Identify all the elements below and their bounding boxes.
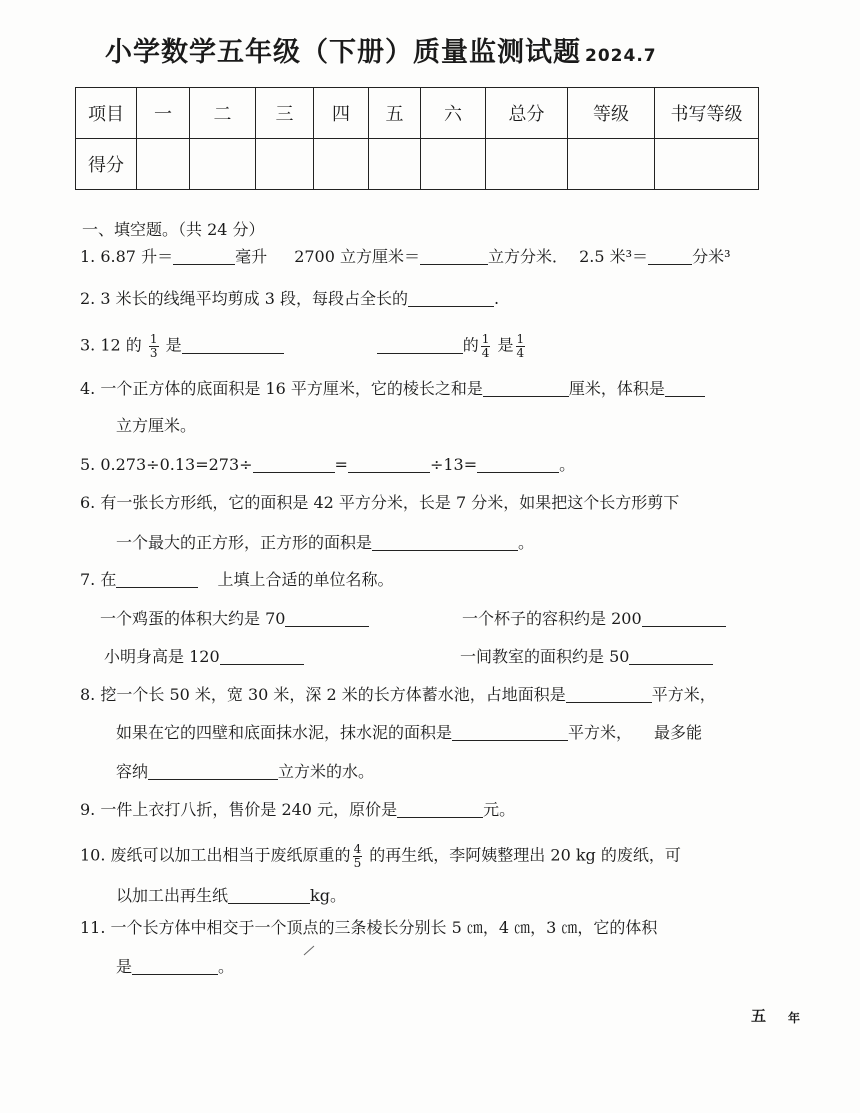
- question-text: 一个最大的正方形，正方形的面积是: [116, 533, 373, 552]
- question-text: 。: [218, 957, 235, 976]
- question-text: 上填上合适的单位名称。: [217, 570, 394, 589]
- score-input-cell[interactable]: [314, 139, 369, 190]
- question-10-continued: [116, 887, 346, 904]
- answer-blank[interactable]: [477, 456, 559, 473]
- answer-blank[interactable]: [566, 686, 652, 703]
- answer-blank[interactable]: [408, 290, 494, 307]
- question-text: =: [334, 455, 348, 474]
- question-7-item-4: [460, 648, 713, 665]
- question-number: 4.: [80, 379, 96, 398]
- score-cell: 一: [137, 88, 190, 139]
- question-text: 毫升: [235, 247, 268, 266]
- answer-blank[interactable]: [665, 380, 705, 397]
- question-4: [80, 380, 705, 397]
- question-11-continued: [116, 958, 234, 975]
- question-7-item-1: [100, 610, 369, 627]
- question-text: 是: [497, 335, 514, 355]
- question-text: 0.273÷0.13=273÷: [100, 455, 253, 474]
- question-text: 小明身高是 120: [104, 647, 220, 666]
- question-1: [80, 248, 730, 265]
- fraction-numerator: 1: [149, 332, 158, 346]
- fraction-numerator: 4: [353, 842, 362, 856]
- answer-blank[interactable]: [452, 724, 568, 741]
- question-number: 6.: [80, 493, 96, 512]
- question-5: [80, 456, 575, 473]
- question-2: [80, 290, 499, 307]
- score-cell: 二: [190, 88, 256, 139]
- answer-blank[interactable]: [220, 648, 304, 665]
- question-number: 3.: [80, 335, 96, 355]
- question-8-continued-2: [116, 763, 374, 780]
- question-text: 一件上衣打八折，售价是 240 元，原价是: [100, 800, 398, 819]
- question-text: 的: [462, 335, 479, 355]
- question-3: [80, 333, 527, 359]
- question-text: 厘米，体积是: [568, 379, 665, 398]
- answer-blank[interactable]: [648, 248, 692, 265]
- answer-blank[interactable]: [132, 958, 218, 975]
- score-input-cell[interactable]: [421, 139, 486, 190]
- question-number: 7.: [80, 570, 96, 589]
- question-6-continued: [116, 534, 534, 551]
- score-input-cell[interactable]: [137, 139, 190, 190]
- fraction: [149, 333, 159, 359]
- answer-blank: [116, 571, 198, 588]
- answer-blank[interactable]: [483, 380, 569, 397]
- question-text: 是: [165, 335, 182, 355]
- question-11: [80, 920, 657, 936]
- answer-blank[interactable]: [420, 248, 488, 265]
- question-text: 容纳: [116, 762, 149, 781]
- score-cell: 五: [369, 88, 421, 139]
- question-text: 在: [100, 570, 117, 589]
- answer-blank[interactable]: [348, 456, 430, 473]
- footer-year: 年: [788, 1011, 801, 1025]
- fraction-denominator: 4: [481, 345, 490, 360]
- score-input-cell[interactable]: [256, 139, 314, 190]
- answer-blank[interactable]: [397, 801, 483, 818]
- question-7: [80, 571, 393, 588]
- question-text: 3 米长的线绳平均剪成 3 段，每段占全长的: [100, 289, 408, 308]
- fraction: [481, 333, 491, 359]
- fraction: [516, 333, 526, 359]
- answer-blank[interactable]: [182, 337, 284, 354]
- question-number: 1.: [80, 247, 96, 266]
- question-4-continued: 立方厘米。: [116, 416, 197, 435]
- question-text: 有一张长方形纸，它的面积是 42 平方分米，长是 7 分米，如果把这个长方形剪下: [100, 493, 680, 512]
- question-6: [80, 495, 679, 511]
- score-cell: 三: [256, 88, 314, 139]
- question-7-item-3: [104, 648, 304, 665]
- fraction-denominator: 5: [353, 855, 362, 870]
- question-text: 以加工出再生纸: [116, 886, 229, 905]
- answer-blank[interactable]: [173, 248, 235, 265]
- title-text: 小学数学五年级（下册）质量监测试题: [105, 37, 581, 68]
- question-number: 11.: [80, 918, 106, 937]
- question-text: 元。: [483, 800, 516, 819]
- question-text: 。: [518, 533, 535, 552]
- question-number: 8.: [80, 685, 96, 704]
- fraction-denominator: 4: [516, 345, 525, 360]
- question-10: [80, 843, 681, 869]
- score-table-score-row: [76, 139, 759, 190]
- question-text: 2.5 米³＝: [579, 247, 649, 266]
- question-text: 废纸可以加工出相当于废纸原重的: [110, 845, 351, 865]
- question-text: 如果在它的四壁和底面抹水泥，抹水泥的面积是: [116, 723, 453, 742]
- exam-date: 2024.7: [585, 46, 657, 66]
- question-number: 10.: [80, 845, 106, 865]
- question-text: 最多能: [654, 723, 703, 742]
- score-cell: 书写等级: [655, 88, 759, 139]
- question-text: 一个鸡蛋的体积大约是 70: [100, 609, 286, 628]
- question-text: 一个长方体中相交于一个顶点的三条棱长分别长 5 ㎝，4 ㎝，3 ㎝，它的体积: [110, 918, 658, 937]
- score-table-header-row: [76, 88, 759, 139]
- question-text: kg。: [310, 886, 346, 905]
- question-text: 2700 立方厘米＝: [294, 247, 420, 266]
- question-number: 2.: [80, 289, 96, 308]
- answer-blank[interactable]: [285, 610, 369, 627]
- fraction: [353, 843, 363, 869]
- question-text: 挖一个长 50 米，宽 30 米，深 2 米的长方体蓄水池，占地面积是: [100, 685, 566, 704]
- question-text: 立方分米．: [488, 247, 569, 266]
- question-9: [80, 801, 515, 818]
- score-table: [75, 87, 759, 190]
- question-text: .: [493, 289, 500, 308]
- section-title: 一、填空题。（共 24 分）: [82, 220, 265, 239]
- question-8-continued: [116, 724, 702, 741]
- score-cell: 六: [421, 88, 486, 139]
- score-cell: 总分: [486, 88, 568, 139]
- score-cell: 等级: [568, 88, 655, 139]
- fraction-numerator: 1: [516, 332, 525, 346]
- question-text: 立方米的水。: [278, 762, 375, 781]
- answer-blank[interactable]: [253, 456, 335, 473]
- answer-blank[interactable]: [629, 648, 713, 665]
- score-input-cell[interactable]: [568, 139, 655, 190]
- score-input-cell[interactable]: [486, 139, 568, 190]
- answer-blank[interactable]: [377, 337, 463, 354]
- pen-stroke-mark: [302, 944, 316, 956]
- question-7-item-2: [462, 610, 726, 627]
- question-text: 。: [559, 455, 576, 474]
- question-text: 分米³: [692, 247, 731, 266]
- question-text: 一间教室的面积约是 50: [460, 647, 630, 666]
- question-text: 平方米，: [651, 685, 716, 704]
- question-8: [80, 686, 716, 703]
- footer-grade: 五: [751, 1007, 767, 1025]
- question-text: 平方米，: [568, 723, 633, 742]
- fraction-numerator: 1: [481, 332, 490, 346]
- answer-blank[interactable]: [228, 887, 310, 904]
- score-input-cell[interactable]: [190, 139, 256, 190]
- question-text: 一个杯子的容积约是 200: [462, 609, 642, 628]
- page-title: [105, 30, 657, 69]
- question-text: 一个正方体的底面积是 16 平方厘米，它的棱长之和是: [100, 379, 483, 398]
- answer-blank[interactable]: [642, 610, 726, 627]
- question-text: 是: [116, 957, 133, 976]
- question-number: 9.: [80, 800, 96, 819]
- question-text: 12 的: [100, 335, 142, 355]
- score-input-cell[interactable]: [369, 139, 421, 190]
- score-row-label: 得分: [76, 139, 137, 190]
- score-cell: 四: [314, 88, 369, 139]
- fraction-denominator: 3: [149, 345, 158, 360]
- question-number: 5.: [80, 455, 96, 474]
- answer-blank[interactable]: [148, 763, 278, 780]
- score-input-cell[interactable]: [655, 139, 759, 190]
- question-text: ÷13=: [429, 455, 478, 474]
- question-text: 的再生纸，李阿姨整理出 20 kg 的废纸，可: [369, 845, 681, 865]
- score-cell: 项目: [76, 88, 137, 139]
- question-text: 6.87 升＝: [100, 247, 174, 266]
- answer-blank[interactable]: [372, 534, 518, 551]
